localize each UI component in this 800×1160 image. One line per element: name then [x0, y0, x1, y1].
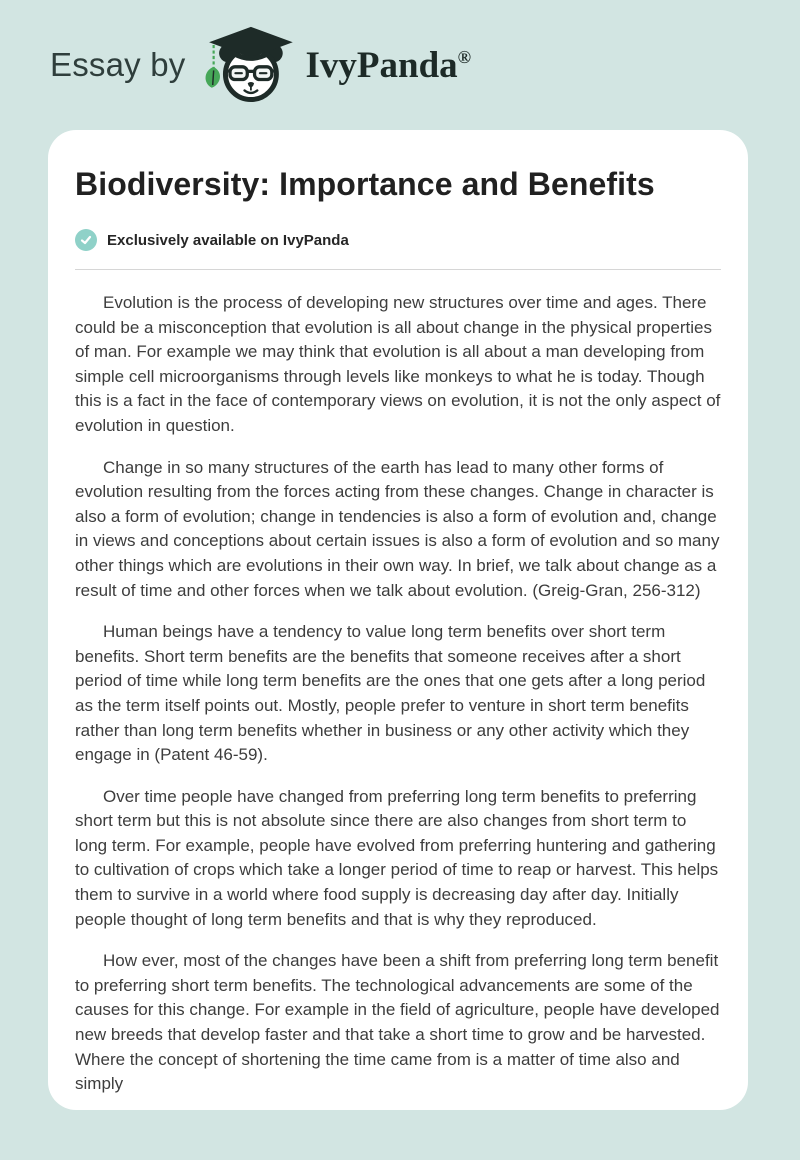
- exclusive-badge-label: Exclusively available on IvyPanda: [107, 231, 349, 249]
- brand-wordmark: IvyPanda®: [305, 44, 472, 86]
- essay-title: Biodiversity: Importance and Benefits: [75, 166, 655, 202]
- header: [0, 0, 800, 130]
- divider: [75, 269, 721, 270]
- essay-paragraph: Human beings have a tendency to value long term benefits over short term benefits. Short term benefits are the benefits that someone receives after a short period of time while long term benefits are the ones that one gets after a long period as the term itself points out. Mostly, people prefer to venture in short term benefits rather than long term benefits whether in business or any other activity which they engage in (Patent 46-59).: [75, 622, 706, 765]
- essay-paragraph: Evolution is the process of developing new structures over time and ages. There could be a misconception that evolution is all about change in the physical properties of man. For example we may think that evolution is all about a man developing from simple cell microorganisms through levels like monkeys to what he is today. Though this is a fact in the face of contemporary views on evolution, it is not the only aspect of evolution in question.: [75, 293, 721, 435]
- check-icon: [75, 229, 97, 251]
- panda-graduate-icon: [200, 25, 300, 105]
- essay-paragraph: Change in so many structures of the earth has lead to many other forms of evolution resulting from the forces acting from these changes. Change in character is also a form of evolution; change in tendencies is also a form of evolution and, change in views and conceptions about certain issues is also a form of evolution and so many other things which are evolutions in their own way. In brief, we talk about change as a result of time and other forces when we talk about evolution. (Greig-Gran, 256-312): [75, 457, 720, 600]
- registered-mark: ®: [457, 46, 472, 67]
- ivypanda-logo-link[interactable]: [200, 25, 472, 105]
- essay-by-label: Essay by: [50, 46, 186, 83]
- exclusive-badge: [75, 229, 721, 251]
- essay-paragraph: How ever, most of the changes have been a shift from preferring long term benefit to preferring short term benefits. The technological advancements are some of the causes for this change. For example in the field of agriculture, people have developed new breeds that develop faster and that take a short time to grow and be harvested. Where the concept of shortening the time came from is a matter of time also and simply: [75, 951, 720, 1094]
- essay-card: [48, 130, 748, 1110]
- essay-body: [75, 291, 721, 1097]
- essay-paragraph: Over time people have changed from preferring long term benefits to preferring short term but this is not absolute since there are also changes from short term to long term. For example, people have evolved from preferring huntering and gathering to cultivation of crops which take a longer period of time to reap or harvest. This helps them to survive in a world where food supply is decreasing day after day. Initially people thought of long term benefits and that is why they reproduced.: [75, 786, 719, 929]
